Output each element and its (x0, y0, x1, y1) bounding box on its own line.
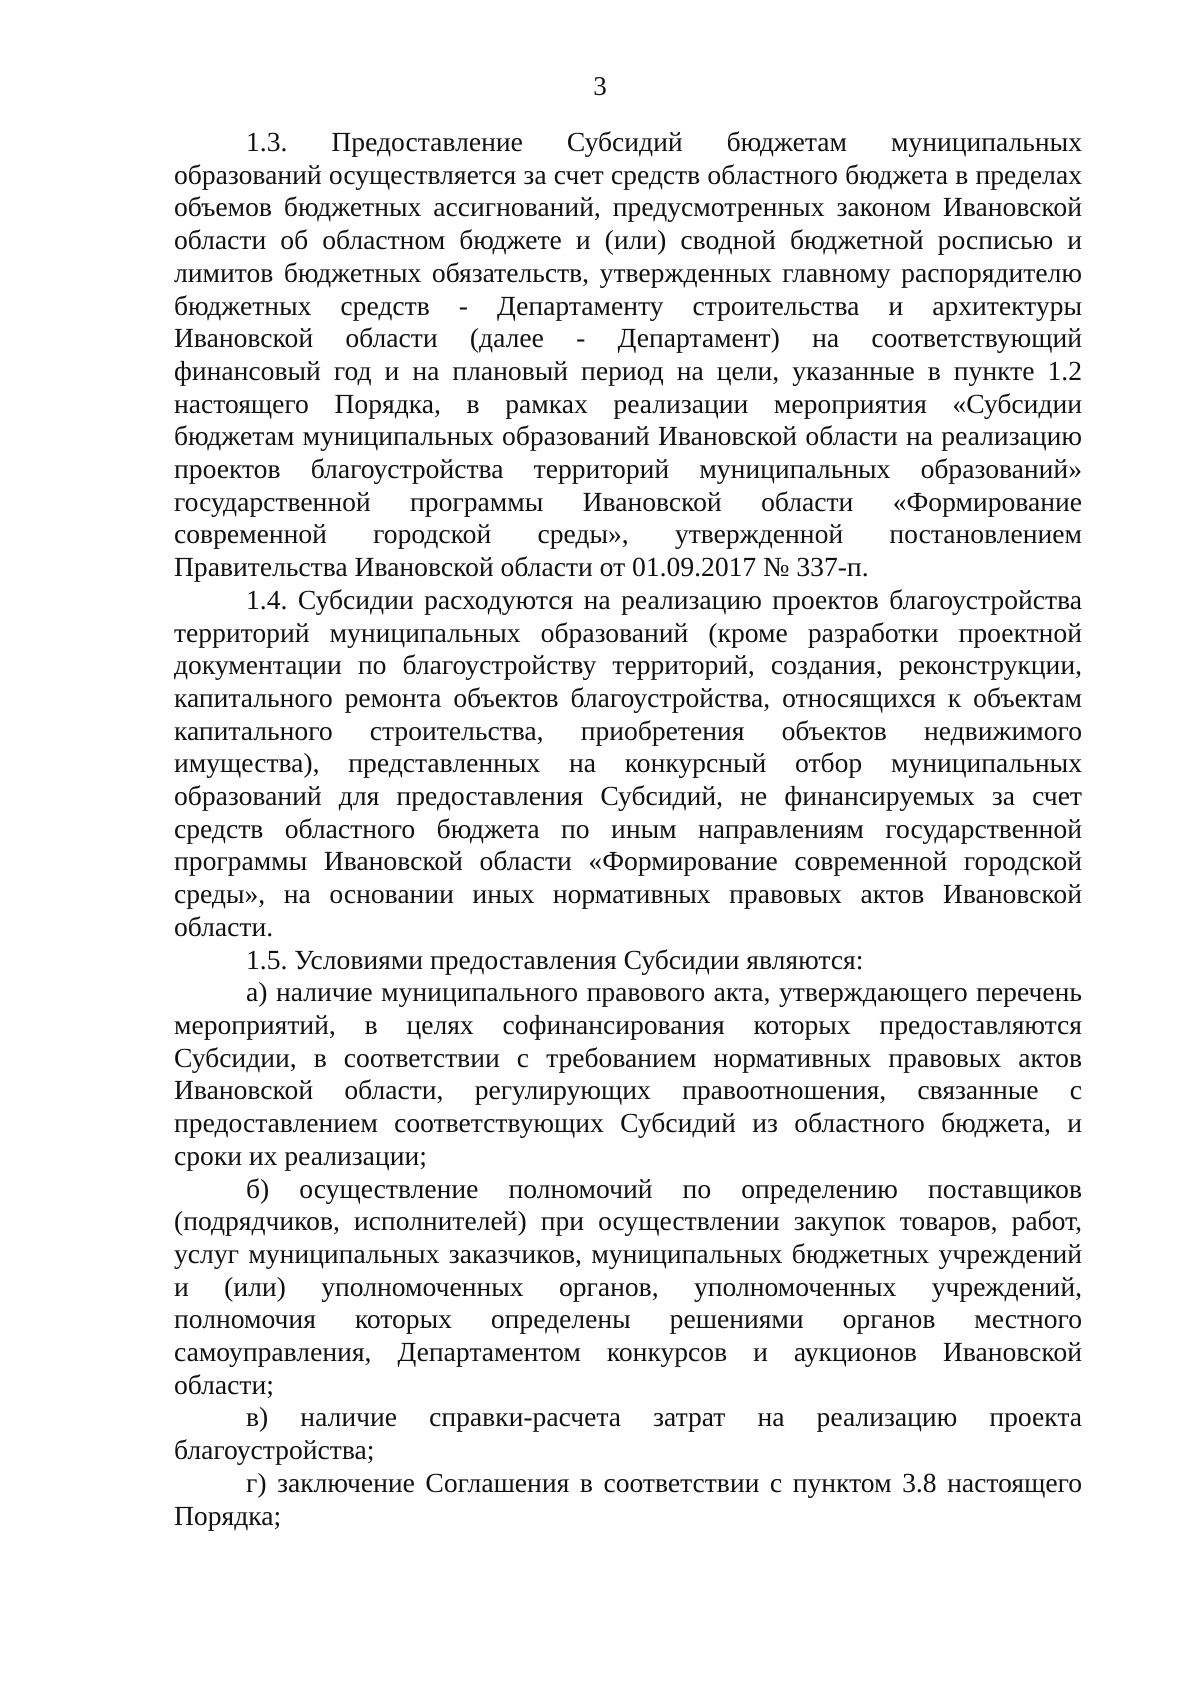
document-body (174, 126, 1082, 1532)
page-number: 3 (593, 71, 607, 101)
paragraph-1-4: 1.4. Субсидии расходуются на реализацию проектов благоустройства территорий муниципальных образований (кроме разработки проектной документации по благоустройству территорий, создания, реконструкции, капитального ремонта объектов благоустройства, относящихся к объектам капитального строительства, приобретения объектов недвижимого имущества), представленных на конкурсный отбор муниципальных образований для предоставления Субсидий, не финансируемых за счет средств областного бюджета по иным направлениям государственной программы Ивановской области «Формирование современной городской среды», на основании иных нормативных правовых актов Ивановской области. (174, 583, 1082, 942)
condition-a: а) наличие муниципального правового акта, утверждающего перечень мероприятий, в целях софинансирования которых предоставляются Субсидии, в соответствии с требованием нормативных правовых актов Ивановской области, регулирующих правоотношения, связанные с предоставлением соответствующих Субсидий из областного бюджета, и сроки их реализации; (174, 976, 1082, 1171)
condition-g: г) заключение Соглашения в соответствии с пунктом 3.8 настоящего Порядка; (174, 1466, 1082, 1531)
condition-b: б) осуществление полномочий по определению поставщиков (подрядчиков, исполнителей) при осуществлении закупок товаров, работ, услуг муниципальных заказчиков, муниципальных бюджетных учреждений и (или) уполномоченных органов, уполномоченных учреждений, полномочия которых определены решениями органов местного самоуправления, Департаментом конкурсов и аукционов Ивановской области; (174, 1172, 1082, 1400)
paragraph-1-5: 1.5. Условиями предоставления Субсидии являются: (246, 943, 864, 975)
condition-v: в) наличие справки-расчета затрат на реализацию проекта благоустройства; (174, 1401, 1082, 1466)
paragraph-1-3: 1.3. Предоставление Субсидий бюджетам муниципальных образований осуществляется за счет средств областного бюджета в пределах объемов бюджетных ассигнований, предусмотренных законом Ивановской области об областном бюджете и (или) сводной бюджетной росписью и лимитов бюджетных обязательств, утвержденных главному распорядителю бюджетных средств - Департаменту строительства и архитектуры Ивановской области (далее - Департамент) на соответствующий финансовый год и на плановый период на цели, указанные в пункте 1.2 настоящего Порядка, в рамках реализации мероприятия «Субсидии бюджетам муниципальных образований Ивановской области на реализацию проектов благоустройства территорий муниципальных образований» государственной программы Ивановской области «Формирование современной городской среды», утвержденной постановлением Правительства Ивановской области от 01.09.2017 № 337-п. (174, 126, 1082, 583)
